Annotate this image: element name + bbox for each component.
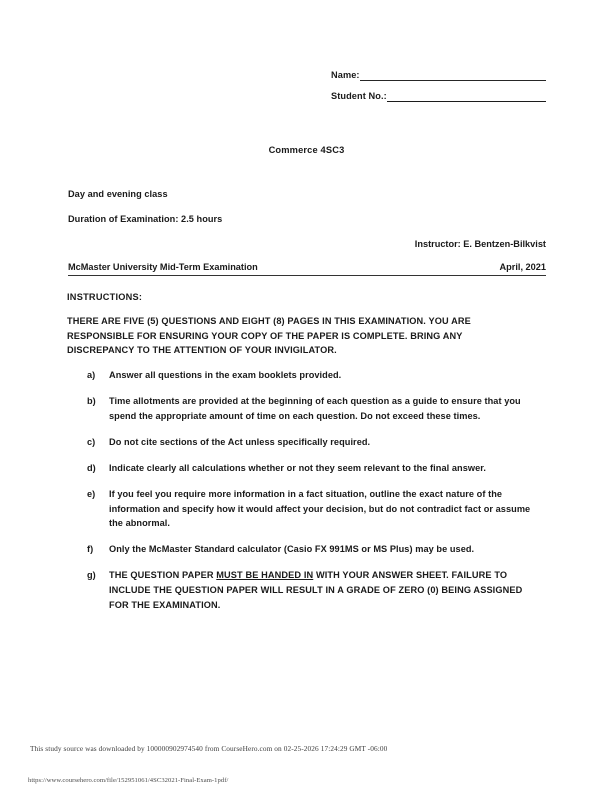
list-item-marker: g) bbox=[87, 570, 96, 581]
instructions-paragraph: THERE ARE FIVE (5) QUESTIONS AND EIGHT (8) PAGES IN THIS EXAMINATION. YOU ARE RESPONSIBLE FOR ENSURING YOUR COPY OF THE PAPER IS COMPLETE. BRING ANY DISCREPANCY TO THE ATTENTION OF YOUR INVIGILATOR. bbox=[67, 316, 471, 355]
exam-duration-line: Duration of Examination: 2.5 hours bbox=[68, 214, 223, 224]
list-item bbox=[87, 542, 537, 557]
list-item-text bbox=[109, 568, 537, 612]
list-item bbox=[87, 568, 537, 612]
name-field-label: Name: bbox=[331, 70, 360, 80]
download-source-note: This study source was downloaded by 100000902974540 from CourseHero.com on 02-25-2026 17:24:29 GMT -06:00 bbox=[30, 744, 388, 753]
class-schedule-line: Day and evening class bbox=[68, 189, 168, 199]
list-item-text bbox=[109, 542, 537, 557]
exam-title: McMaster University Mid-Term Examination bbox=[68, 262, 258, 272]
list-item-text-after: may be used. bbox=[412, 544, 475, 555]
exam-date: April, 2021 bbox=[499, 262, 546, 272]
instructor-line: Instructor: E. Bentzen-Bilkvist bbox=[414, 239, 546, 249]
list-item-text: Time allotments are provided at the beginning of each question as a guide to ensure that you spend the appropriate amount of time on each question. Do not exceed these times. bbox=[109, 396, 521, 421]
header-divider bbox=[68, 275, 546, 276]
instruction-list bbox=[87, 368, 537, 624]
list-item-marker: a) bbox=[87, 370, 96, 380]
list-item bbox=[87, 487, 537, 531]
course-title: Commerce 4SC3 bbox=[268, 145, 345, 155]
student-number-field-blank-line[interactable] bbox=[387, 91, 546, 102]
student-identification-block bbox=[331, 70, 546, 112]
exam-meta-block bbox=[68, 189, 546, 275]
list-item-text-after: WITH YOUR ANSWER SHEET. FAILURE TO INCLUDE THE QUESTION PAPER WILL RESULT IN A GRADE OF ZERO (0) BEING ASSIGNED FOR THE EXAMINATION. bbox=[109, 570, 523, 610]
list-item bbox=[87, 435, 537, 450]
name-field-row bbox=[331, 70, 546, 81]
instructions-heading: INSTRUCTIONS: bbox=[67, 292, 143, 302]
list-item bbox=[87, 461, 537, 476]
list-item-marker: b) bbox=[87, 396, 96, 407]
exam-title-row bbox=[68, 262, 546, 275]
list-item bbox=[87, 394, 537, 423]
list-item-marker: c) bbox=[87, 436, 96, 447]
student-number-field-row bbox=[331, 91, 546, 102]
list-item-text: Answer all questions in the exam booklets provided. bbox=[109, 370, 342, 380]
list-item-text-before: Only the McMaster Standard calculator bbox=[109, 544, 284, 555]
name-field-blank-line[interactable] bbox=[360, 70, 546, 81]
list-item-text: Indicate clearly all calculations whether or not they seem relevant to the final answer. bbox=[109, 462, 486, 473]
source-url[interactable]: https://www.coursehero.com/file/152951061/4SC32021-Final-Exam-1pdf/ bbox=[28, 777, 229, 784]
list-item bbox=[87, 368, 537, 383]
list-item-text: Do not cite sections of the Act unless specifically required. bbox=[109, 436, 371, 447]
list-item-text: If you feel you require more information in a fact situation, outline the exact nature of the information and specify how it would affect your decision, but do not contradict fact or assume the abnormal. bbox=[109, 488, 531, 529]
list-item-text-before: THE QUESTION PAPER bbox=[109, 570, 217, 581]
handed-in-emphasis: MUST BE HANDED IN bbox=[216, 570, 314, 581]
list-item-marker: f) bbox=[87, 544, 94, 555]
list-item-marker: d) bbox=[87, 462, 96, 473]
calculator-model-emphasis: (Casio FX 991MS or MS Plus) bbox=[283, 544, 413, 555]
list-item-marker: e) bbox=[87, 488, 96, 499]
student-number-field-label: Student No.: bbox=[331, 91, 387, 101]
